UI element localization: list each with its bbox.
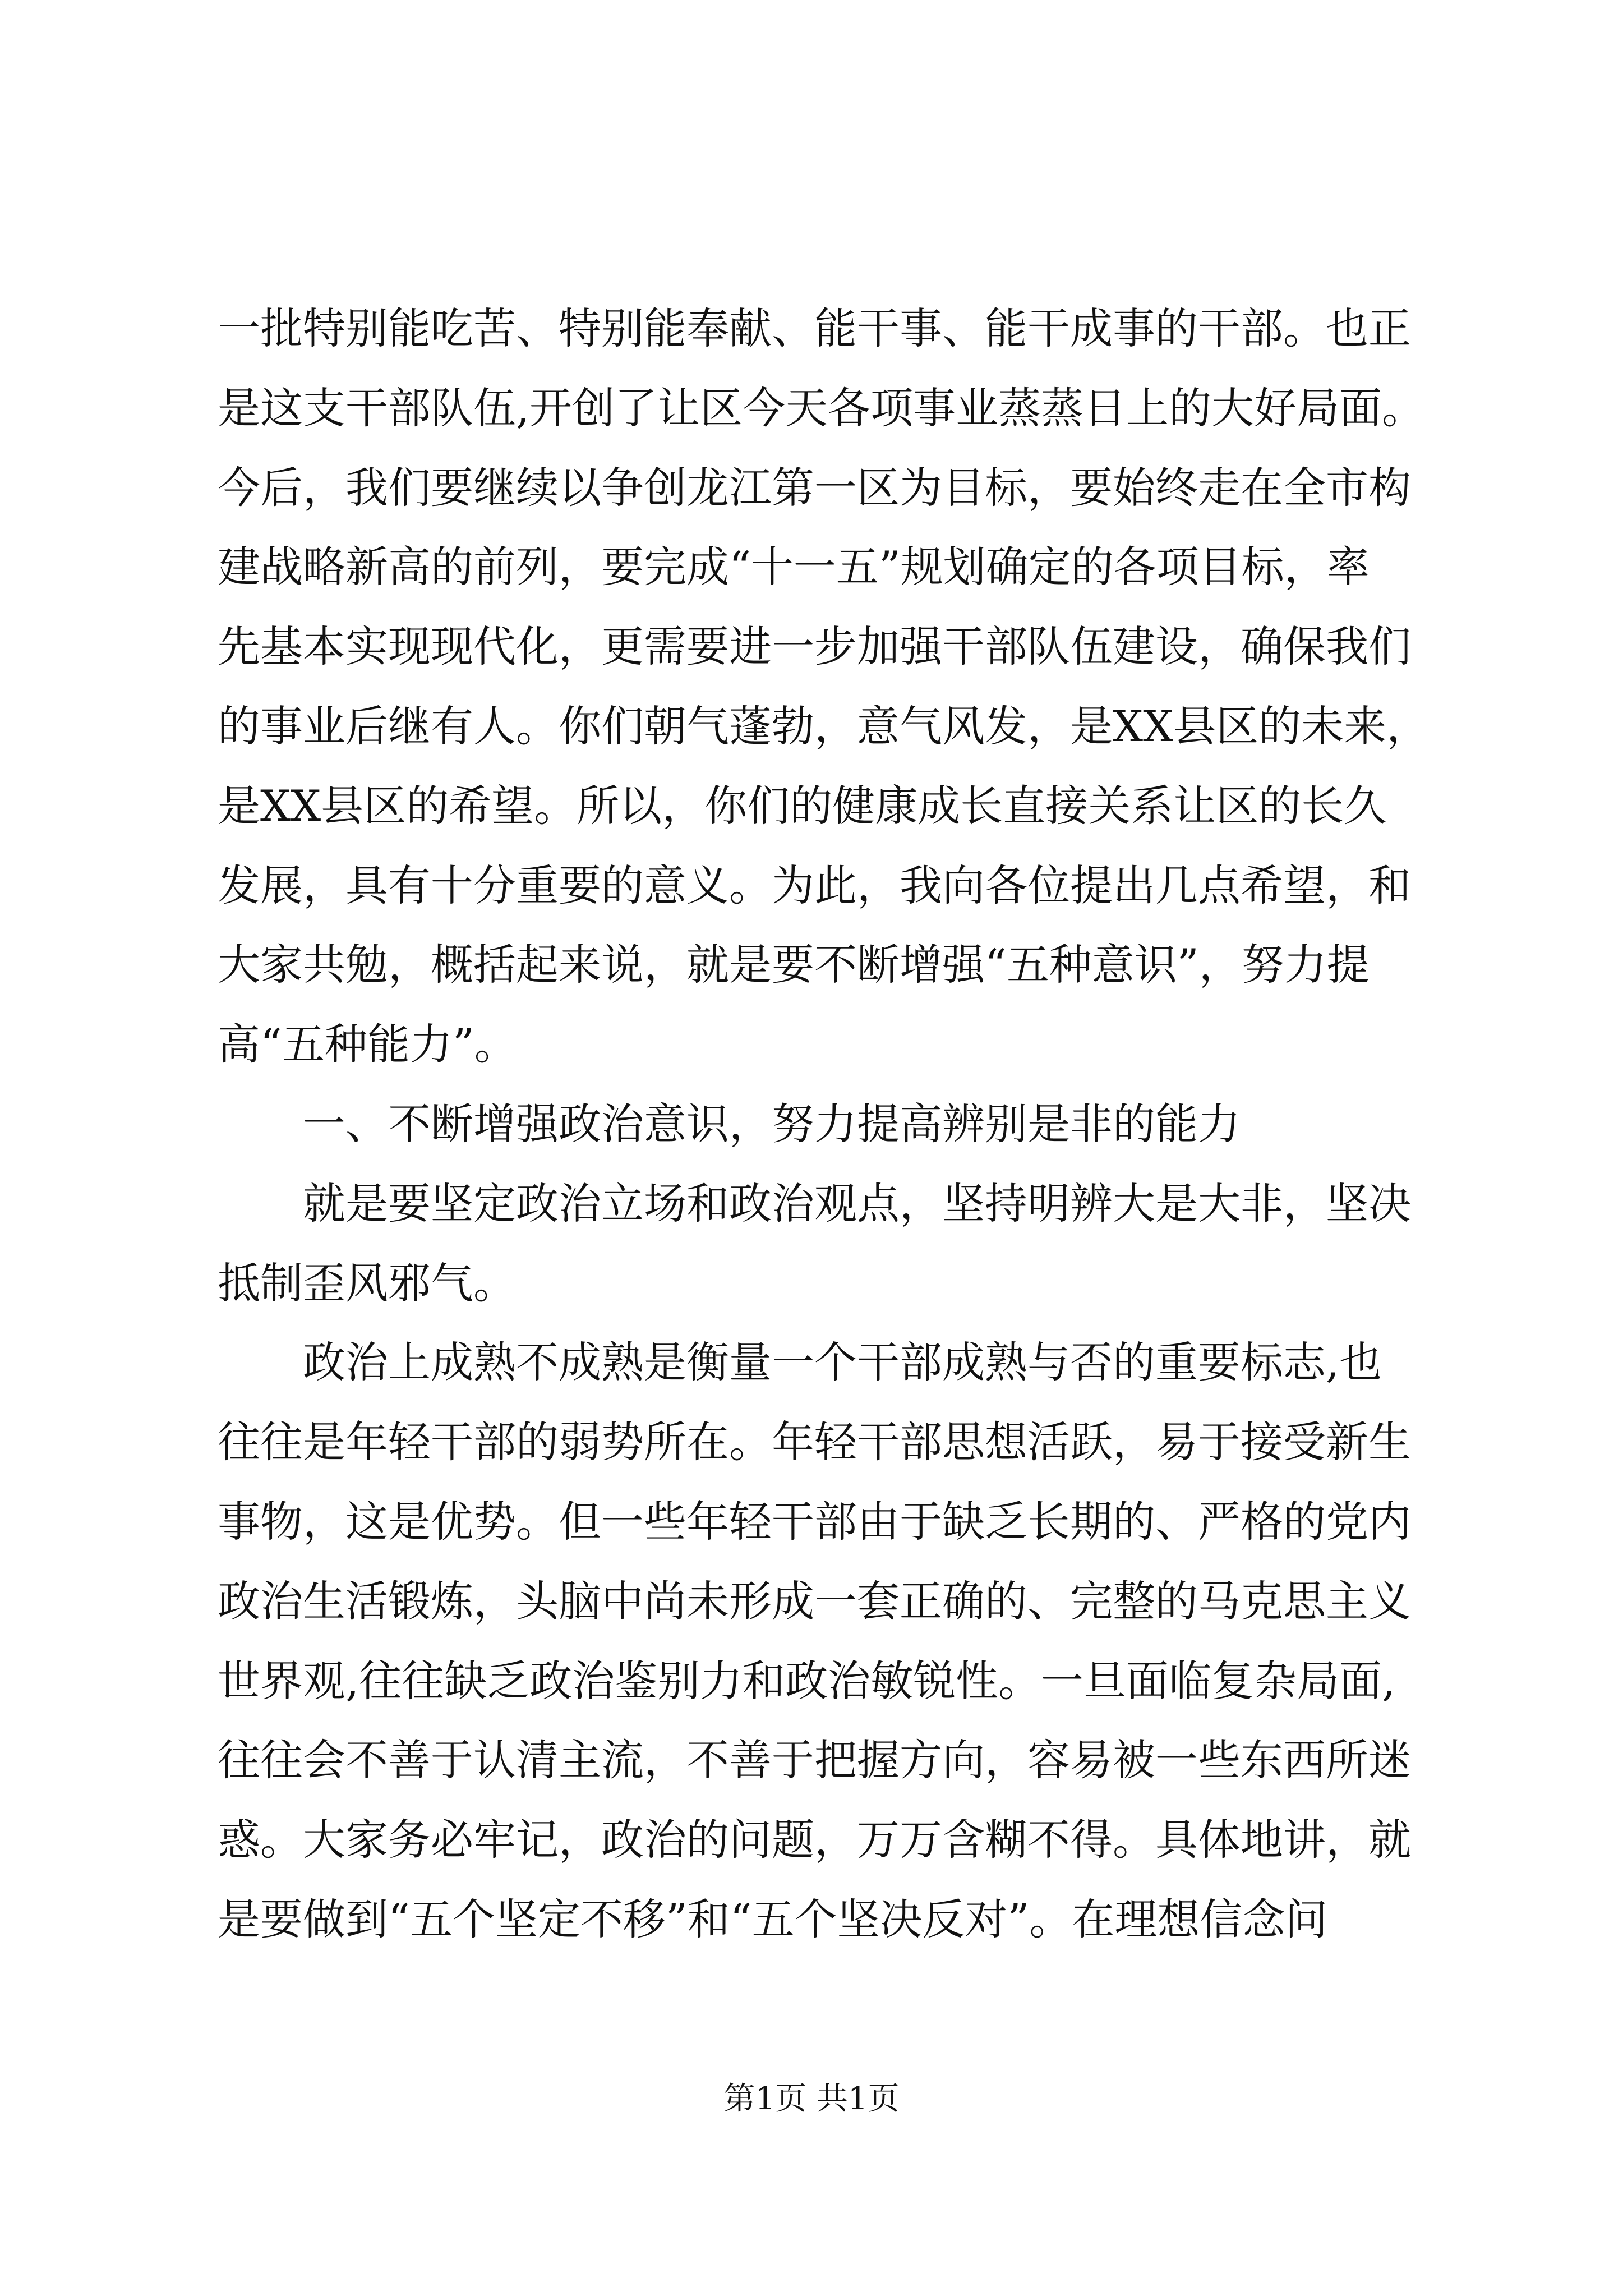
text-line: 的事业后继有人。你们朝气蓬勃，意气风发，是XX县区的未来， (218, 701, 1430, 751)
text-line: 事物，这是优势。但一些年轻干部由于缺乏长期的、严格的党内 (218, 1496, 1411, 1547)
text-line: 今后，我们要继续以争创龙江第一区为目标，要始终走在全市构 (218, 462, 1411, 513)
text-line: 世界观,往往缺乏政治鉴别力和政治敏锐性。一旦面临复杂局面, (218, 1655, 1396, 1706)
text-line: 一批特别能吃苦、特别能奉献、能干事、能干成事的干部。也正 (218, 303, 1411, 353)
text-line: 建战略新高的前列，要完成“十一五”规划确定的各项目标，率 (218, 542, 1370, 592)
text-line: 是要做到“五个坚定不移”和“五个坚决反对”。在理想信念问 (218, 1894, 1328, 1944)
text-line: 往往会不善于认清主流，不善于把握方向，容易被一些东西所迷 (218, 1735, 1411, 1786)
text-line: 惑。大家务必牢记，政治的问题，万万含糊不得。具体地讲，就 (218, 1815, 1411, 1865)
text-line: 政治上成熟不成熟是衡量一个干部成熟与否的重要标志,也 (303, 1337, 1382, 1388)
text-line: 就是要坚定政治立场和政治观点，坚持明辨大是大非，坚决 (303, 1178, 1411, 1228)
text-line: 往往是年轻干部的弱势所在。年轻干部思想活跃，易于接受新生 (218, 1417, 1411, 1467)
section-heading: 一、不断增强政治意识，努力提高辨别是非的能力 (303, 1098, 1241, 1149)
text-line: 是这支干部队伍,开创了让区今天各项事业蒸蒸日上的大好局面。 (218, 383, 1425, 433)
text-line: 抵制歪风邪气。 (218, 1258, 516, 1308)
page-number-footer: 第1页 共1页 (723, 2081, 900, 2117)
text-line: 政治生活锻炼，头脑中尚未形成一套正确的、完整的马克思主义 (218, 1576, 1411, 1626)
text-line: 发展，具有十分重要的意义。为此，我向各位提出几点希望，和 (218, 860, 1411, 910)
document-body (218, 302, 1429, 1972)
text-line: 高“五种能力”。 (218, 1019, 517, 1070)
text-line: 大家共勉，概括起来说，就是要不断增强“五种意识”，努力提 (218, 940, 1370, 990)
text-line: 先基本实现现代化，更需要进一步加强干部队伍建设，确保我们 (218, 622, 1411, 672)
text-line: 是XX县区的希望。所以，你们的健康成长直接关系让区的长久 (218, 780, 1387, 831)
